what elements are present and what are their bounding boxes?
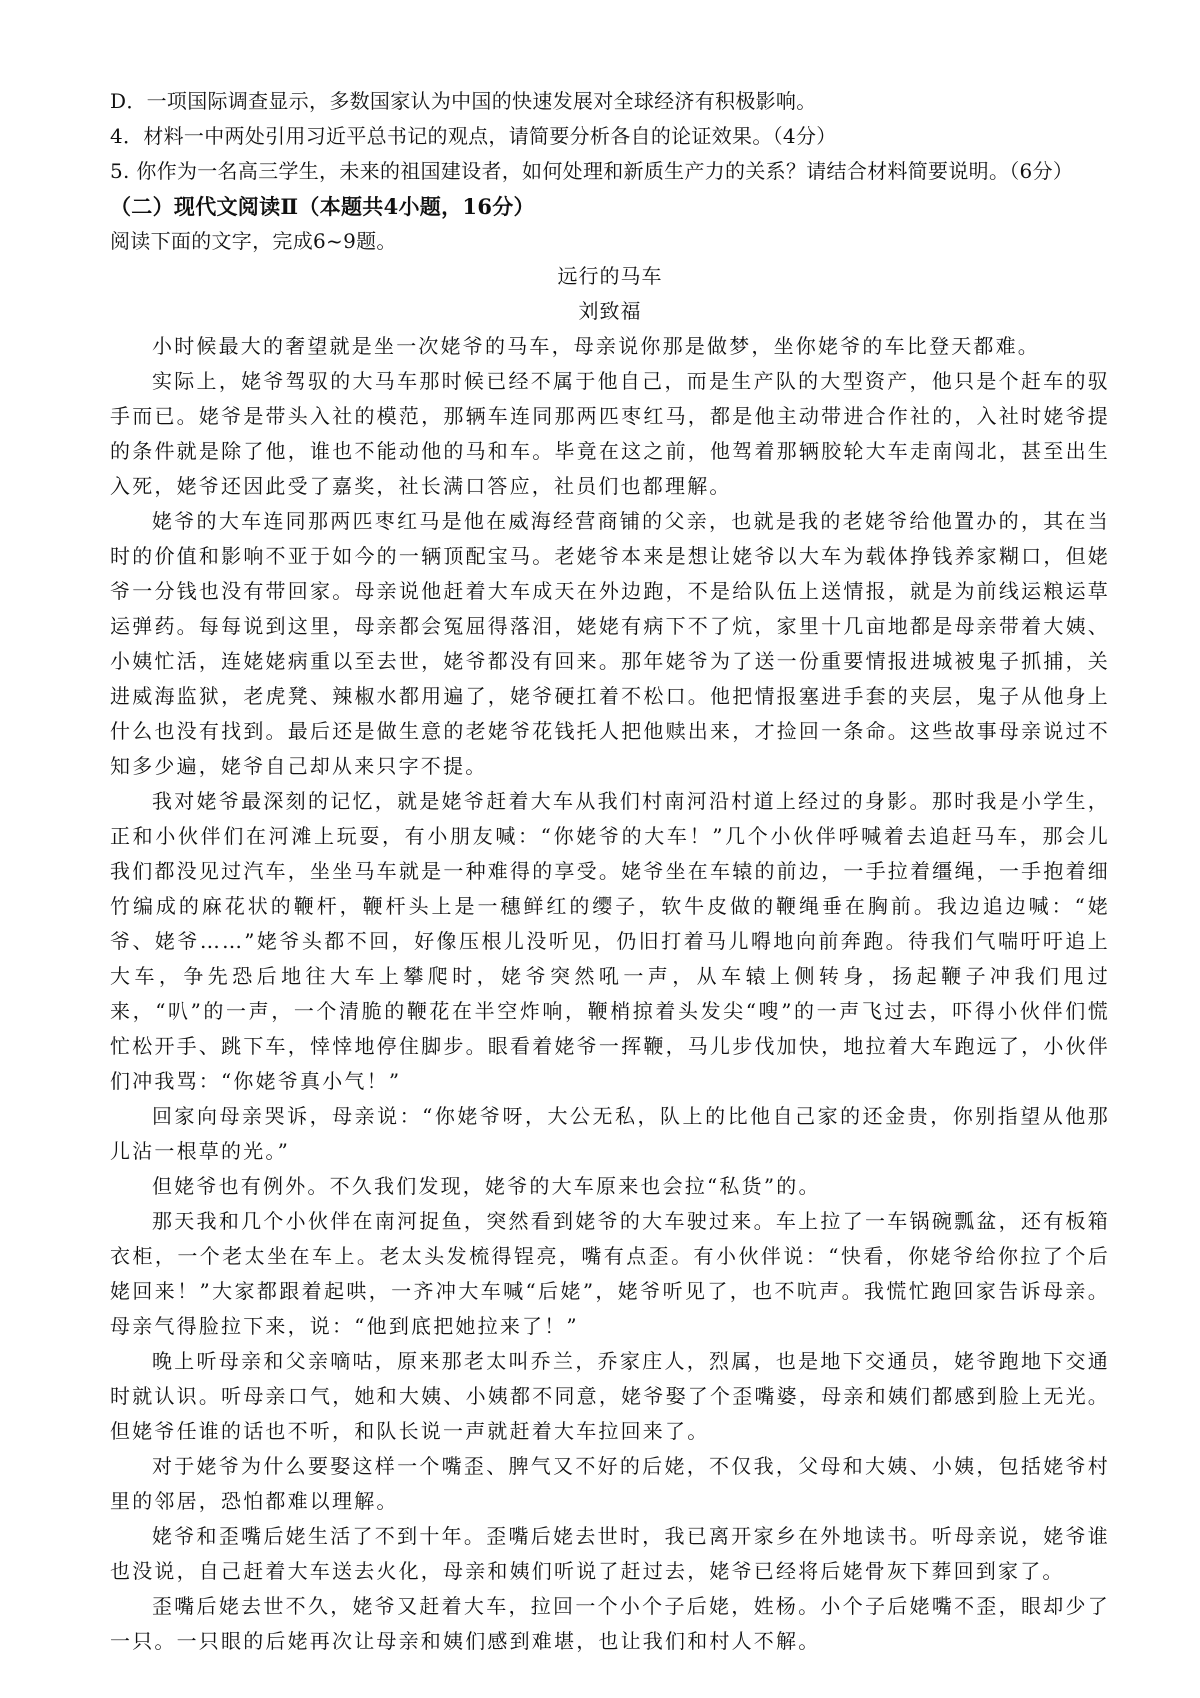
article-paragraph: 姥爷和歪嘴后姥生活了不到十年。歪嘴后姥去世时，我已离开家乡在外地读书。听母亲说，姥爷谁也没说，自己赶着大车送去火化，母亲和姨们听说了赶过去，姥爷已经将后姥骨灰下葬回到家了。: [110, 1524, 1110, 1583]
section-heading: （二）现代文阅读Ⅱ（本题共4小题，16分）: [110, 194, 535, 219]
question-5: 5. 你作为一名高三学生，未来的祖国建设者，如何处理和新质生产力的关系？请结合材料简要说明。（6分）: [110, 159, 1074, 183]
question-4: 4．材料一中两处引用习近平总书记的观点，请简要分析各自的论证效果。（4分）: [110, 124, 837, 148]
option-d: D．一项国际调查显示，多数国家认为中国的快速发展对全球经济有积极影响。: [110, 89, 817, 113]
article-title: 远行的马车: [557, 264, 663, 288]
article-paragraph: 姥爷的大车连同那两匹枣红马是他在威海经营商铺的父亲，也就是我的老姥爷给他置办的，其在当时的价值和影响不亚于如今的一辆顶配宝马。老姥爷本来是想让姥爷以大车为载体挣钱养家糊口，但姥爷一分钱也没有带回家。母亲说他赶着大车成天在外边跑，不是给队伍上送情报，就是为前线运粮运草运弹药。每每说到这里，母亲都会冤屈得落泪，姥姥有病下不了炕，家里十几亩地都是母亲带着大姨、小姨忙活，连姥姥病重以至去世，姥爷都没有回来。那年姥爷为了送一份重要情报进城被鬼子抓捕，关进威海监狱，老虎凳、辣椒水都用遍了，姥爷硬扛着不松口。他把情报塞进手套的夹层，鬼子从他身上什么也没有找到。最后还是做生意的老姥爷花钱托人把他赎出来，才捡回一条命。这些故事母亲说过不知多少遍，姥爷自己却从来只字不提。: [110, 509, 1110, 778]
reading-instruction: 阅读下面的文字，完成6~9题。: [110, 229, 397, 253]
article-paragraph: 那天我和几个小伙伴在南河捉鱼，突然看到姥爷的大车驶过来。车上拉了一车锅碗瓢盆，还有板箱衣柜，一个老太坐在车上。老太头发梳得锃亮，嘴有点歪。有小伙伴说：“快看，你姥爷给你拉了个后姥回来！”大家都跟着起哄，一齐冲大车喊“后姥”，姥爷听见了，也不吭声。我慌忙跑回家告诉母亲。母亲气得脸拉下来，说：“他到底把她拉来了！”: [110, 1209, 1110, 1338]
article-author: 刘致福: [578, 299, 642, 323]
article-paragraph: 晚上听母亲和父亲嘀咕，原来那老太叫乔兰，乔家庄人，烈属，也是地下交通员，姥爷跑地下交通时就认识。听母亲口气，她和大姨、小姨都不同意，姥爷娶了个歪嘴婆，母亲和姨们都感到脸上无光。但姥爷任谁的话也不听，和队长说一声就赶着大车拉回来了。: [110, 1349, 1110, 1443]
article-paragraph: 歪嘴后姥去世不久，姥爷又赶着大车，拉回一个小个子后姥，姓杨。小个子后姥嘴不歪，眼却少了一只。一只眼的后姥再次让母亲和姨们感到难堪，也让我们和村人不解。: [110, 1594, 1110, 1653]
exam-page: [110, 84, 1110, 1659]
article-paragraph: 小时候最大的奢望就是坐一次姥爷的马车，母亲说你那是做梦，坐你姥爷的车比登天都难。: [152, 334, 1040, 358]
article-paragraph: 但姥爷也有例外。不久我们发现，姥爷的大车原来也会拉“私货”的。: [152, 1174, 821, 1198]
article-paragraph: 实际上，姥爷驾驭的大马车那时候已经不属于他自己，而是生产队的大型资产，他只是个赶车的驭手而已。姥爷是带头入社的模范，那辆车连同那两匹枣红马，都是他主动带进合作社的，入社时姥爷提的条件就是除了他，谁也不能动他的马和车。毕竟在这之前，他驾着那辆胶轮大车走南闯北，甚至出生入死，姥爷还因此受了嘉奖，社长满口答应，社员们也都理解。: [110, 369, 1110, 498]
article-paragraph: 我对姥爷最深刻的记忆，就是姥爷赶着大车从我们村南河沿村道上经过的身影。那时我是小学生，正和小伙伴们在河滩上玩耍，有小朋友喊：“你姥爷的大车！”几个小伙伴呼喊着去追赶马车，那会儿我们都没见过汽车，坐坐马车就是一种难得的享受。姥爷坐在车辕的前边，一手拉着缰绳，一手抱着细竹编成的麻花状的鞭杆，鞭杆头上是一穗鲜红的缨子，软牛皮做的鞭绳垂在胸前。我边追边喊：“姥爷、姥爷……”姥爷头都不回，好像压根儿没听见，仍旧打着马儿嘚地向前奔跑。待我们气喘吁吁追上大车，争先恐后地往大车上攀爬时，姥爷突然吼一声，从车辕上侧转身，扬起鞭子冲我们甩过来，“叭”的一声，一个清脆的鞭花在半空炸响，鞭梢掠着头发尖“嗖”的一声飞过去，吓得小伙伴们慌忙松开手、跳下车，悻悻地停住脚步。眼看着姥爷一挥鞭，马儿步伐加快，地拉着大车跑远了，小伙伴们冲我骂：“你姥爷真小气！”: [110, 789, 1110, 1093]
article-paragraph: 对于姥爷为什么要娶这样一个嘴歪、脾气又不好的后姥，不仅我，父母和大姨、小姨，包括姥爷村里的邻居，恐怕都难以理解。: [110, 1454, 1110, 1513]
article-paragraph: 回家向母亲哭诉，母亲说：“你姥爷呀，大公无私，队上的比他自己家的还金贵，你别指望从他那儿沾一根草的光。”: [110, 1104, 1110, 1163]
